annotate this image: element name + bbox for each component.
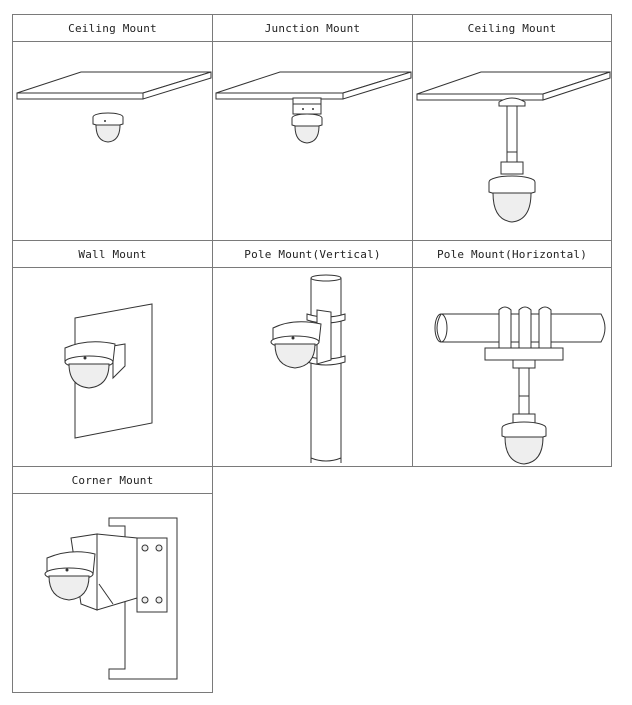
panel-ceiling-mount-2 — [412, 14, 612, 241]
junction-box — [293, 98, 321, 114]
pendant-ceiling-mount-illustration — [413, 42, 611, 240]
corner-plate — [137, 538, 167, 612]
panel-ceiling-mount-1 — [12, 14, 213, 241]
panel-pole-mount-vertical — [212, 240, 413, 467]
pendant-pipe — [507, 106, 517, 166]
mount-plate — [485, 348, 563, 360]
dome-camera-icon — [505, 437, 543, 464]
wall-mount-illustration — [13, 268, 212, 466]
panel-corner-mount — [12, 466, 213, 693]
panel-pole-mount-horizontal — [412, 240, 612, 467]
pendant-pipe — [519, 368, 529, 418]
ceiling-mount-illustration — [13, 42, 212, 240]
pole-clamp — [499, 307, 511, 348]
panel-title: Pole Mount(Vertical) — [213, 241, 412, 268]
panel-title: Ceiling Mount — [413, 15, 611, 42]
dome-camera-icon — [295, 126, 319, 143]
dome-camera-icon — [275, 344, 315, 368]
panel-title: Pole Mount(Horizontal) — [413, 241, 611, 268]
corner-mount-illustration — [13, 494, 212, 692]
dome-camera-icon — [493, 193, 531, 222]
pole-mount-horizontal-illustration — [413, 268, 611, 466]
panel-wall-mount — [12, 240, 213, 467]
panel-title: Corner Mount — [13, 467, 212, 494]
panel-title: Wall Mount — [13, 241, 212, 268]
corner-bracket — [97, 534, 137, 610]
dome-camera-icon — [96, 125, 120, 142]
pole-mount-vertical-illustration — [213, 268, 412, 466]
panel-junction-mount — [212, 14, 413, 241]
panel-title: Ceiling Mount — [13, 15, 212, 42]
panel-title: Junction Mount — [213, 15, 412, 42]
junction-mount-illustration — [213, 42, 412, 240]
mount-options-grid — [12, 14, 612, 693]
